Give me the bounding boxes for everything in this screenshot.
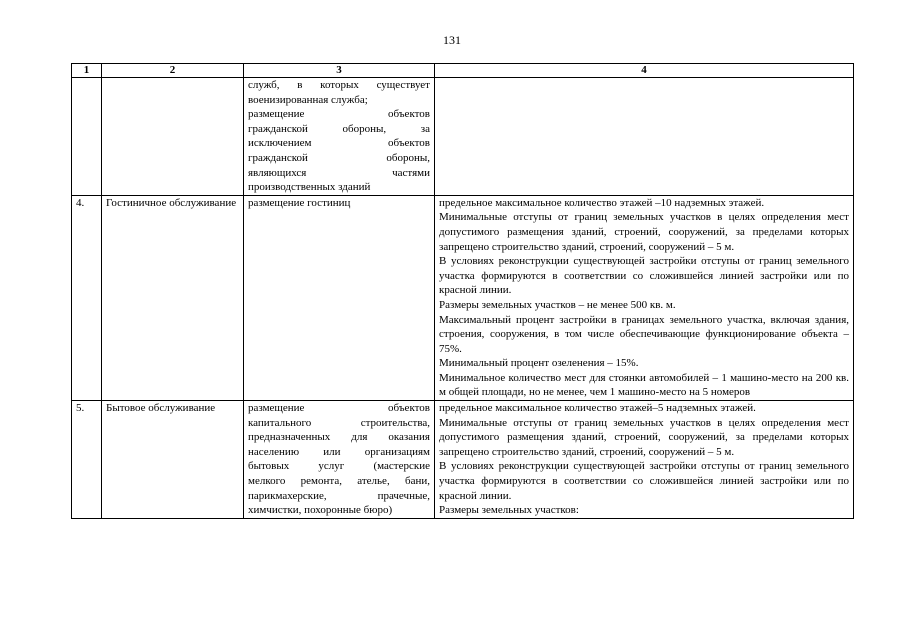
- header-col-2: 2: [102, 64, 244, 78]
- description-line: размещение объектов: [248, 108, 430, 121]
- description-line: мелкого ремонта, ателье, бани,: [248, 475, 430, 488]
- header-col-3: 3: [244, 64, 435, 78]
- description-line: парикмахерские, прачечные,: [248, 489, 430, 502]
- description-line: производственных зданий: [248, 181, 371, 194]
- parameter-paragraph: Максимальный процент застройки в границах земельного участка, включая здания, строения, сооружения, в том числе обеспечивающие функционирование объекта – 75%.: [439, 313, 849, 355]
- header-col-1: 1: [72, 64, 102, 78]
- row-number: [72, 78, 102, 196]
- usage-description: [244, 195, 435, 400]
- usage-type-name: Гостиничное обслуживание: [102, 195, 244, 400]
- description-line: размещение гостиниц: [248, 196, 351, 209]
- parameter-paragraph: предельное максимальное количество этажей –10 надземных этажей.: [439, 196, 765, 209]
- description-line: размещение объектов: [248, 402, 430, 415]
- usage-type-name: [102, 78, 244, 196]
- table-header-row: [72, 64, 854, 78]
- parameters-cell: [435, 78, 854, 196]
- description-line: гражданской обороны,: [248, 151, 430, 164]
- parameters-cell: [435, 195, 854, 400]
- parameter-paragraph: В условиях реконструкции существующей застройки отступы от границ земельного участка формируются в соответствии со сложившейся линией застройки или по красной линии.: [439, 255, 849, 297]
- description-line: химчистки, похоронные бюро): [248, 504, 393, 517]
- parameters-cell: [435, 401, 854, 519]
- parameter-paragraph: Минимальные отступы от границ земельных участков в целях определения мест допустимого размещения зданий, строений, сооружений, за пределами которых запрещено строительство зданий, строений, сооружений – 5 м.: [439, 211, 849, 253]
- table-row: [72, 78, 854, 196]
- regulations-table: [71, 63, 854, 519]
- page-number: 131: [443, 33, 461, 47]
- parameter-paragraph: Минимальные отступы от границ земельных участков в целях определения мест допустимого размещения зданий, строений, сооружений, за пределами которых запрещено строительство зданий, строений, сооружений – 5 м.: [439, 416, 849, 458]
- table-row: [72, 401, 854, 519]
- parameter-paragraph: Минимальное количество мест для стоянки автомобилей – 1 машино-место на 200 кв. м общей площади, но не менее, чем 1 машино-место на 5 номеров: [439, 371, 849, 399]
- usage-type-name: Бытовое обслуживание: [102, 401, 244, 519]
- table-row: [72, 195, 854, 400]
- parameter-paragraph: Минимальный процент озеленения – 15%.: [439, 357, 639, 370]
- row-number: 5.: [72, 401, 102, 519]
- header-col-4: 4: [435, 64, 854, 78]
- parameter-paragraph: Размеры земельных участков – не менее 500 кв. м.: [439, 298, 676, 311]
- description-line: предназначенных для оказания: [248, 431, 430, 444]
- description-line: военизированная служба;: [248, 93, 368, 106]
- parameter-paragraph: предельное максимальное количество этажей–5 надземных этажей.: [439, 402, 756, 415]
- parameter-paragraph: Размеры земельных участков:: [439, 504, 579, 517]
- description-line: исключением объектов: [248, 137, 430, 150]
- description-line: бытовых услуг (мастерские: [248, 460, 430, 473]
- description-line: являющихся частями: [248, 166, 430, 179]
- usage-description: [244, 78, 435, 196]
- description-line: гражданской обороны, за: [248, 122, 430, 135]
- parameter-paragraph: В условиях реконструкции существующей застройки отступы от границ земельного участка формируются в соответствии со сложившейся линией застройки или по красной линии.: [439, 460, 849, 502]
- description-line: капитального строительства,: [248, 416, 430, 429]
- description-line: населению или организациям: [248, 445, 430, 458]
- row-number: 4.: [72, 195, 102, 400]
- usage-description: [244, 401, 435, 519]
- description-line: служб, в которых существует: [248, 79, 430, 91]
